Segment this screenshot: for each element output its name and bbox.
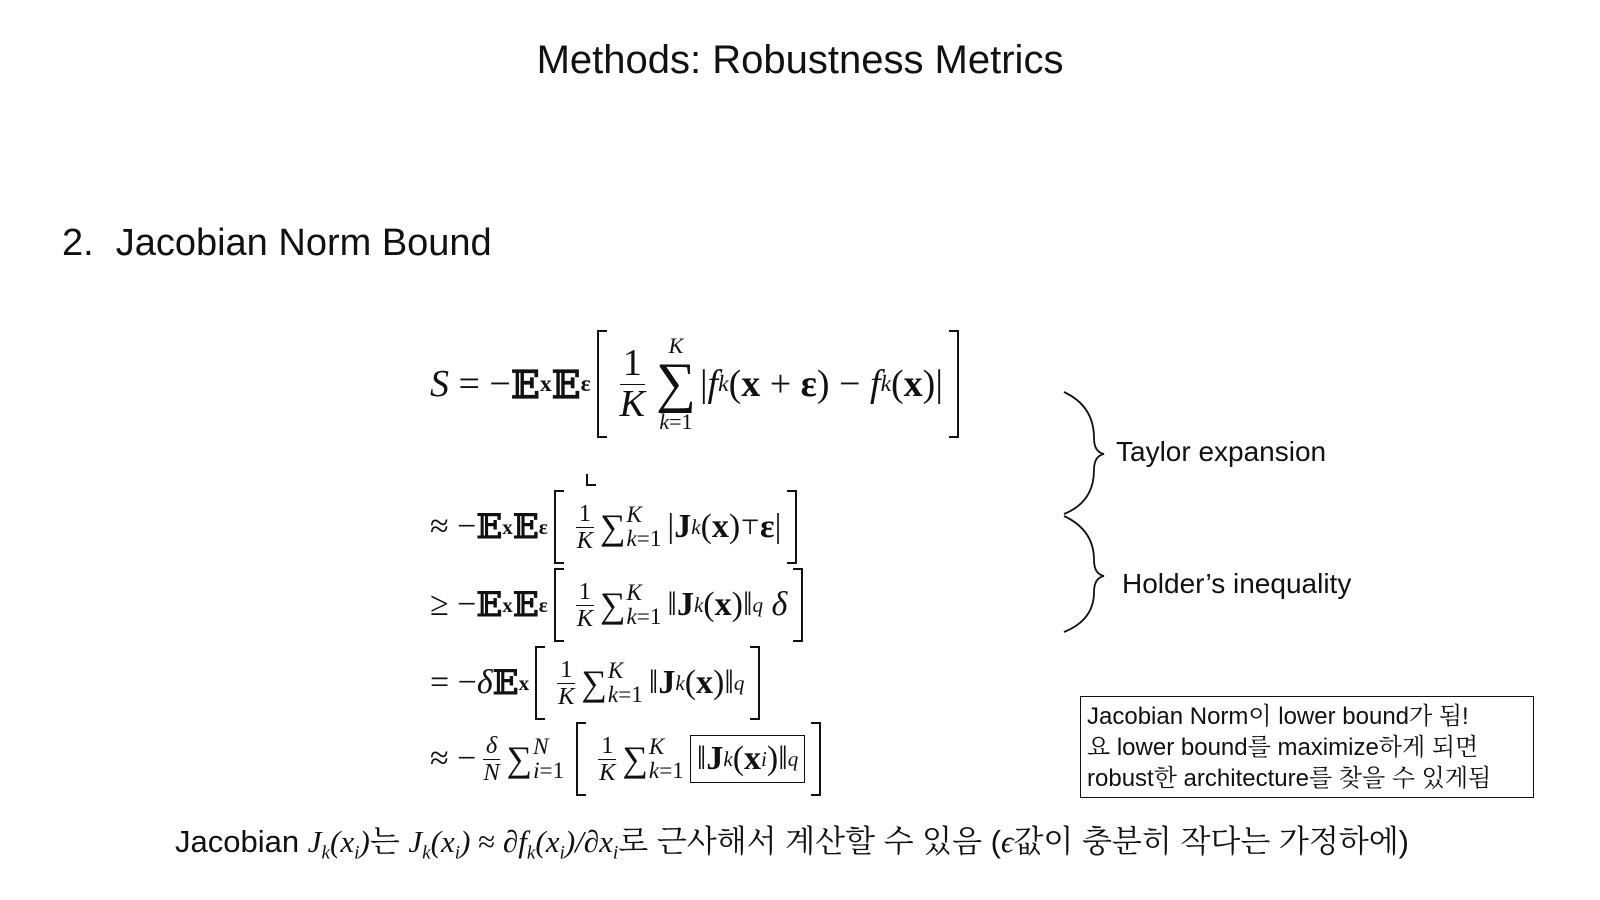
equation-line-1: S = − 𝔼 x 𝔼 ε $\frac{1}{K}$ K ∑ k=1 | f k ( x + ε ) − f k ( x )| xyxy=(430,330,965,438)
holder-brace-icon xyxy=(1060,512,1110,636)
bottom-note-text-1: 는 xyxy=(369,824,409,859)
note-line-3: robust한 architecture를 찾을 수 있게됨 xyxy=(1087,765,1492,792)
boxed-jacobian-norm-term: ‖ J k ( x i )‖ q xyxy=(690,735,806,783)
section-title: Jacobian Norm Bound xyxy=(115,222,492,264)
taylor-brace-icon xyxy=(1060,388,1110,518)
bottom-note xyxy=(175,816,1409,865)
section-heading xyxy=(62,222,492,265)
bottom-note-text-3: 값이 충분히 작다는 가정하에) xyxy=(1013,824,1409,859)
equation-line-5: ≈ − $\frac{\delta}{N}$ ∑ N i=1 $\frac{1}{K}$ ∑ K k=1 ‖ J k ( x i )‖ q xyxy=(430,722,827,796)
section-number: 2. xyxy=(62,222,94,264)
approx-formula: $J_k(x_i) \approx \partial f_k(x_i)/\partial x_i$ xyxy=(408,824,619,864)
equation-line-4: = − δ 𝔼 x $\frac{1}{K}$ ∑ K k=1 ‖ J k ( x )‖ q xyxy=(430,646,766,720)
slide-title: Methods: Robustness Metrics xyxy=(536,38,1064,82)
holder-inequality-label: Holder’s inequality xyxy=(1122,568,1352,599)
bottom-note-prefix: Jacobian xyxy=(175,824,308,859)
equation-lhs: S xyxy=(430,363,449,405)
bottom-note-text-2: 로 근사해서 계산할 수 있음 ( xyxy=(618,824,1001,859)
equation-line-2: ≈ − 𝔼 x 𝔼 ε $\frac{1}{K}$ ∑ K k=1 | J k ( x ) ⊤ ε | xyxy=(430,490,803,564)
jacobian-symbol: $J_k(x_i)$ xyxy=(307,824,370,864)
note-line-1: Jacobian Norm이 lower bound가 됨! xyxy=(1087,703,1469,730)
taylor-expansion-label: Taylor expansion xyxy=(1116,436,1327,467)
equation-line-3: ≥ − 𝔼 x 𝔼 ε $\frac{1}{K}$ ∑ K k=1 ‖ J k ( x )‖ q δ xyxy=(430,568,809,642)
stray-tick-mark xyxy=(586,474,596,486)
note-line-2: 요 lower bound를 maximize하게 되면 xyxy=(1087,734,1479,761)
epsilon-symbol: ϵ xyxy=(1000,824,1014,859)
note-box xyxy=(1080,696,1534,798)
